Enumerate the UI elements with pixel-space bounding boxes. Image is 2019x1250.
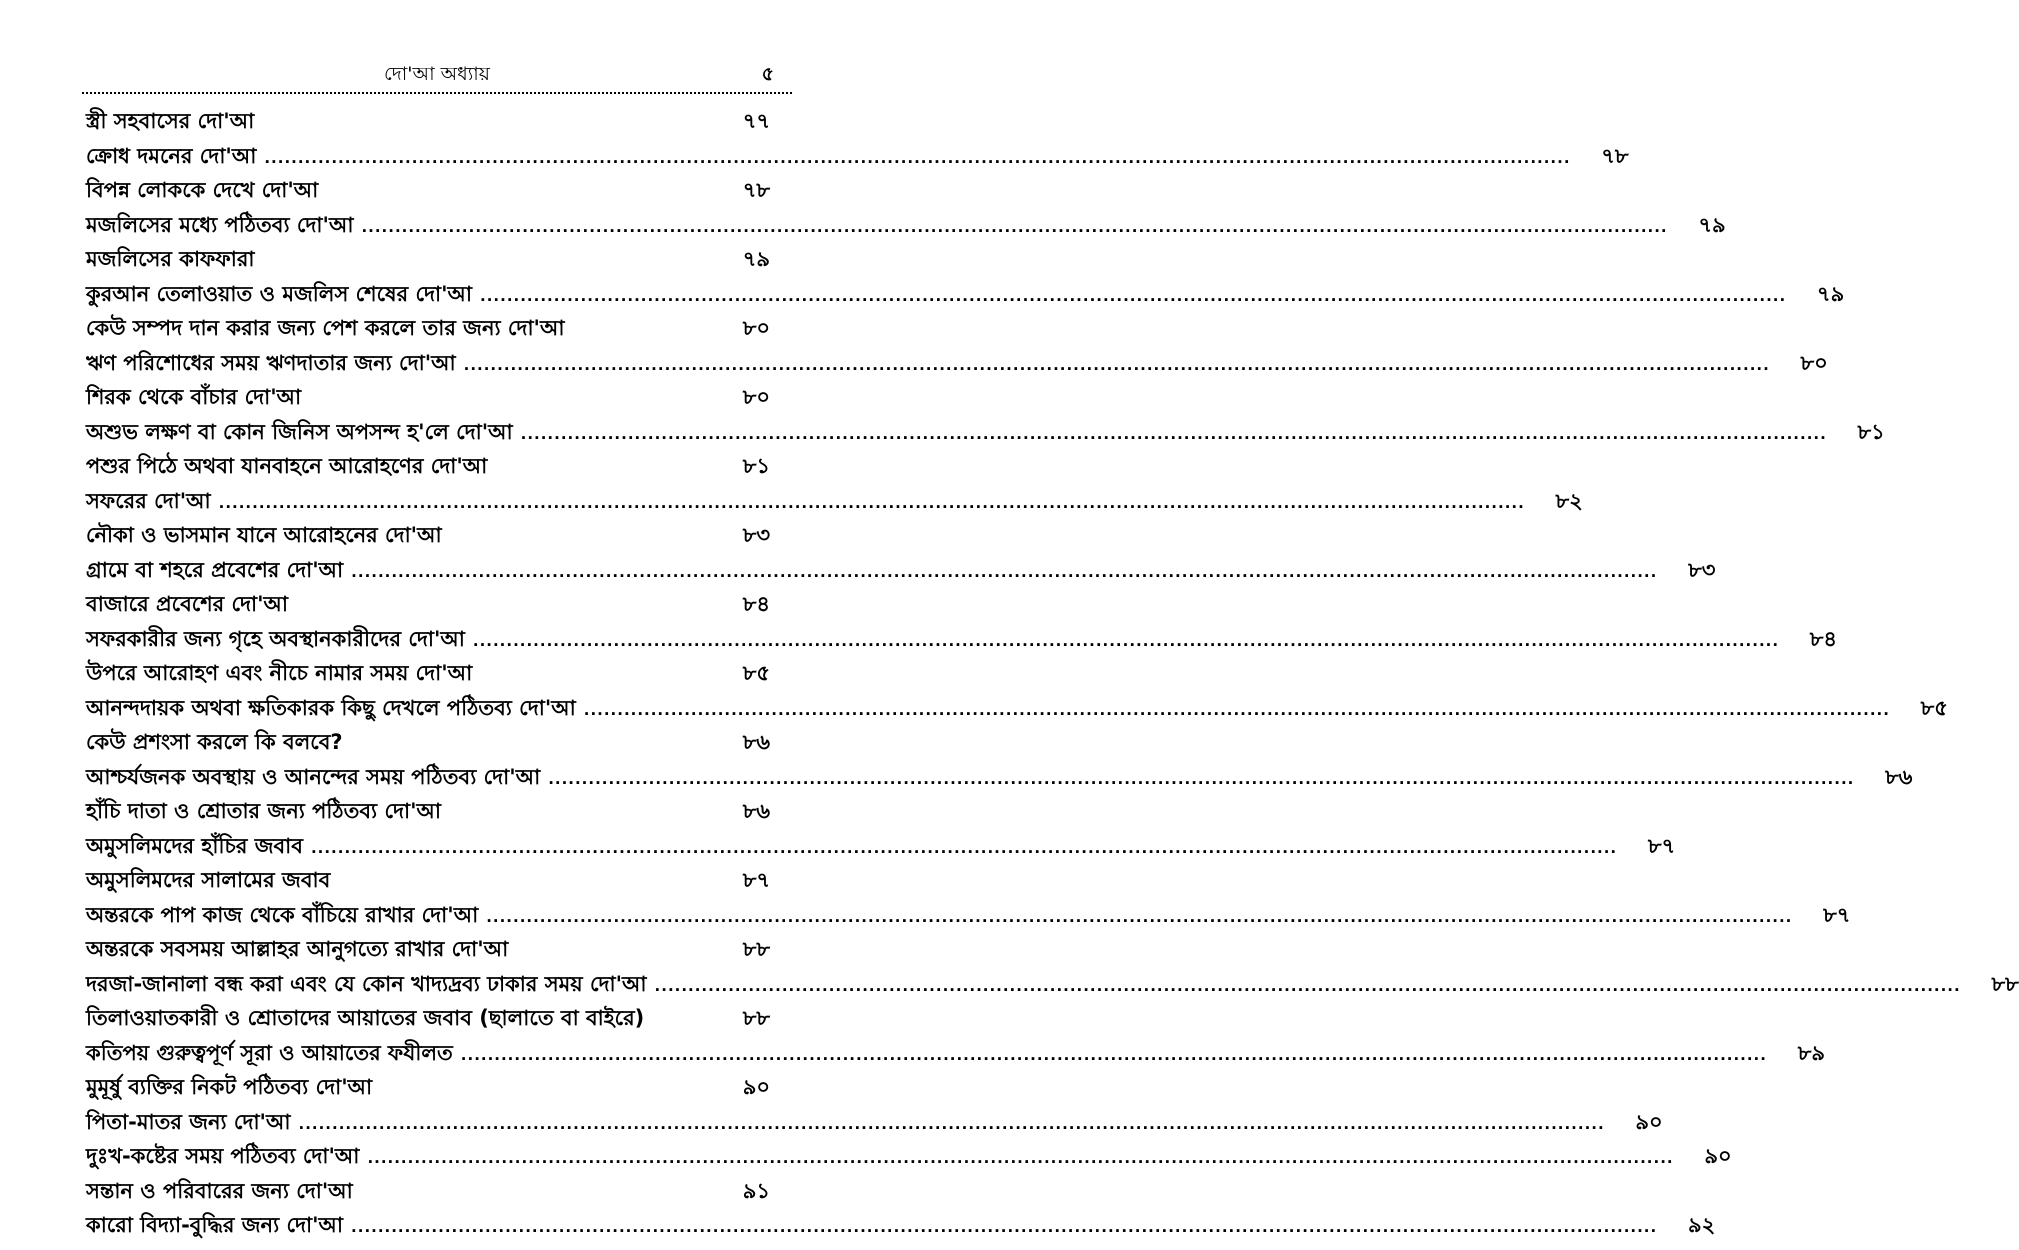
toc-entry-page: ৯০: [1635, 1109, 1663, 1134]
toc-entry: [86, 1174, 770, 1209]
toc-entry-title: বিপন্ন লোককে দেখে দো'আ: [86, 178, 319, 202]
toc-entry: [86, 1208, 1716, 1243]
toc-entry-page: ৯০: [742, 1075, 770, 1099]
toc-dot-leader: [655, 969, 1961, 1004]
toc-entry-title: স্ত্রী সহবাসের দো'আ: [86, 109, 255, 133]
toc-entry-title: বাজারে প্রবেশের দো'আ: [86, 592, 289, 616]
toc-entry: [86, 656, 770, 691]
toc-entry: [86, 380, 770, 415]
toc-entry-title: কতিপয় গুরুত্বপূর্ণ সূরা ও আয়াতের ফযীলত: [86, 1040, 453, 1065]
toc-entry-title: অন্তরকে সবসময় আল্লাহর আনুগত্যে রাখার দো'আ: [86, 937, 509, 961]
toc-entry-title: কুরআন তেলাওয়াত ও মজলিস শেষের দো'আ: [86, 281, 473, 306]
toc-entry-title: সফরকারীর জন্য গৃহে অবস্থানকারীদের দো'আ: [86, 626, 465, 651]
toc-entry: [86, 760, 1913, 795]
toc-entry-page: ৮০: [742, 316, 770, 340]
toc-entry-title: পিতা-মাতর জন্য দো'আ: [86, 1109, 291, 1134]
toc-dot-leader: [464, 348, 1770, 383]
toc-dot-leader: [361, 210, 1667, 245]
toc-entry: [86, 1105, 1663, 1140]
toc-entry-page: ৮০: [742, 385, 770, 409]
toc-entry-page: ৮৬: [742, 799, 770, 823]
toc-entry-title: দরজা-জানালা বন্ধ করা এবং যে কোন খাদ্যদ্রব্য ঢাকার সময় দো'আ: [86, 971, 647, 996]
toc-entry: [86, 553, 1716, 588]
toc-entry-page: ৮৮: [742, 1006, 770, 1030]
toc-entry-page: ৮৪: [1809, 626, 1838, 651]
toc-dot-leader: [521, 417, 1827, 452]
toc-entry: [86, 449, 770, 484]
toc-entry-title: অমুসলিমদের হাঁচির জবাব: [86, 833, 303, 858]
toc-entry-title: অন্তরকে পাপ কাজ থেকে বাঁচিয়ে রাখার দো'আ: [86, 902, 479, 927]
toc-entry: [86, 415, 1885, 450]
toc-entry: [86, 311, 770, 346]
toc-entry: [86, 691, 1948, 726]
toc-entry: [86, 208, 1726, 243]
toc-entry: [86, 104, 770, 139]
toc-entry-title: হাঁচি দাতা ও শ্রোতার জন্য পঠিতব্য দো'আ: [86, 799, 442, 823]
page-header: [82, 54, 792, 94]
toc-entry-title: মজলিসের কাফফারা: [86, 247, 255, 271]
toc-entry-page: ৮৬: [742, 730, 770, 754]
toc-entry-title: কেউ প্রশংসা করলে কি বলবে?: [86, 730, 343, 754]
toc-entry: [86, 242, 770, 277]
toc-entry: [86, 518, 770, 553]
toc-dot-leader: [584, 693, 1890, 728]
toc-dot-leader: [264, 141, 1570, 176]
toc-entry: [86, 863, 770, 898]
toc-entry-title: শিরক থেকে বাঁচার দো'আ: [86, 385, 302, 409]
toc-entry-title: কারো বিদ্যা-বুদ্ধির জন্য দো'আ: [86, 1213, 344, 1237]
toc-entry: [86, 725, 770, 760]
toc-dot-leader: [299, 1107, 1605, 1142]
toc-entry: [86, 898, 1851, 933]
toc-entry-title: অশুভ লক্ষণ বা কোন জিনিস অপসন্দ হ'লে দো'আ: [86, 419, 513, 444]
toc-entry-title: গ্রামে বা শহরে প্রবেশের দো'আ: [86, 557, 344, 582]
toc-dot-leader: [480, 279, 1786, 314]
toc-entry-page: ৮৮: [1991, 971, 2019, 996]
toc-dot-leader: [473, 624, 1779, 659]
toc-entry-page: ৭৯: [742, 247, 770, 271]
toc-entry-title: আনন্দদায়ক অথবা ক্ষতিকারক কিছু দেখলে পঠিতব্য দো'আ: [86, 695, 576, 720]
toc-entry-title: সন্তান ও পরিবারের জন্য দো'আ: [86, 1178, 353, 1203]
toc-entry: [86, 794, 770, 829]
toc-entry: [86, 967, 2019, 1002]
toc-entry-title: কেউ সম্পদ দান করার জন্য পেশ করলে তার জন্য দো'আ: [86, 316, 565, 340]
toc-entry: [86, 587, 770, 622]
toc-dot-leader: [367, 1141, 1673, 1176]
toc-entry-title: তিলাওয়াতকারী ও শ্রোতাদের আয়াতের জবাব (ছালাতে বা বাইরে): [86, 1006, 645, 1030]
toc-entry-page: ৮১: [742, 454, 770, 478]
toc-entry-page: ৮৭: [1647, 833, 1676, 858]
toc-entry-page: ৮০: [1800, 350, 1828, 375]
toc-entry-page: ৮৩: [1688, 557, 1716, 582]
toc-entry-title: সফরের দো'আ: [86, 488, 211, 513]
table-of-contents: [86, 104, 2019, 1243]
toc-entry-page: ৭৭: [742, 109, 770, 133]
toc-dot-leader: [351, 555, 1657, 590]
toc-entry: [86, 346, 1828, 381]
toc-entry: [86, 277, 1845, 312]
toc-entry-page: ৮২: [1555, 488, 1583, 513]
toc-entry: [86, 1001, 770, 1036]
page-number: ৫: [761, 63, 774, 85]
toc-entry: [86, 1070, 770, 1105]
toc-entry: [86, 484, 1583, 519]
toc-entry-title: মজলিসের মধ্যে পঠিতব্য দো'আ: [86, 212, 354, 237]
toc-entry: [86, 622, 1838, 657]
toc-entry-page: ৮৩: [742, 523, 770, 547]
toc-entry-page: ৮৫: [742, 661, 770, 685]
toc-entry: [86, 829, 1676, 864]
toc-entry: [86, 1036, 1825, 1071]
toc-entry-title: ক্রোধ দমনের দো'আ: [86, 143, 257, 168]
toc-entry-title: দুঃখ-কষ্টের সময় পঠিতব্য দো'আ: [86, 1144, 360, 1168]
toc-entry-title: ঋণ পরিশোধের সময় ঋণদাতার জন্য দো'আ: [86, 350, 456, 375]
toc-dot-leader: [219, 486, 1525, 521]
toc-entry-page: ৮৬: [1885, 764, 1913, 789]
toc-entry-page: ৮৯: [1797, 1040, 1825, 1065]
toc-dot-leader: [548, 762, 1854, 797]
toc-entry-page: ৮৫: [1920, 695, 1948, 720]
toc-entry-page: ৭৮: [742, 178, 770, 202]
toc-entry-page: ৮৭: [742, 868, 770, 892]
chapter-title: দো'আ অধ্যায়: [384, 63, 490, 85]
toc-entry: [86, 932, 770, 967]
toc-dot-leader: [351, 1210, 1657, 1245]
toc-entry-page: ৮৭: [1823, 902, 1851, 927]
toc-entry-page: ৭৮: [1601, 143, 1629, 168]
toc-entry: [86, 139, 1629, 174]
toc-dot-leader: [311, 831, 1617, 866]
toc-entry-title: আশ্চর্যজনক অবস্থায় ও আনন্দের সময় পঠিতব্য দো'আ: [86, 764, 541, 789]
toc-entry-page: ৭৯: [1816, 281, 1845, 306]
toc-entry-title: উপরে আরোহণ এবং নীচে নামার সময় দো'আ: [86, 661, 473, 685]
toc-entry-title: পশুর পিঠে অথবা যানবাহনে আরোহণের দো'আ: [86, 454, 488, 478]
toc-entry-page: ৯১: [742, 1178, 770, 1203]
toc-entry-page: ৯০: [1704, 1144, 1732, 1168]
toc-entry-page: ৮৪: [742, 592, 770, 616]
toc-entry: [86, 173, 770, 208]
toc-entry-title: নৌকা ও ভাসমান যানে আরোহনের দো'আ: [86, 523, 442, 547]
toc-dot-leader: [461, 1038, 1767, 1073]
toc-entry: [86, 1139, 1732, 1174]
toc-entry-title: মুমূর্ষু ব্যক্তির নিকট পঠিতব্য দো'আ: [86, 1075, 373, 1099]
toc-entry-page: ৭৯: [1698, 212, 1726, 237]
toc-entry-page: ৮১: [1857, 419, 1885, 444]
toc-entry-title: অমুসলিমদের সালামের জবাব: [86, 868, 331, 892]
toc-entry-page: ৯২: [1687, 1213, 1716, 1237]
toc-entry-page: ৮৮: [742, 937, 770, 961]
toc-dot-leader: [486, 900, 1792, 935]
